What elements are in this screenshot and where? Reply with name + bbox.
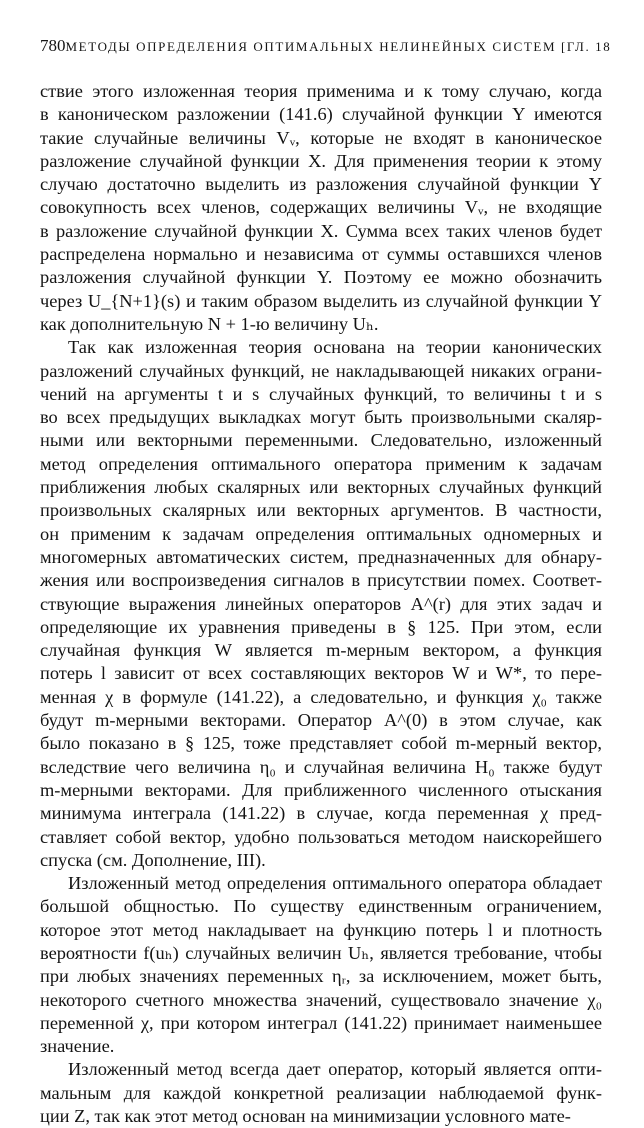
text-line: вследствие чего величина η₀ и случайная величина H₀ также будут	[40, 756, 602, 777]
text-line: мальным для каждой конкретной реализации наблюдаемой функ-	[40, 1082, 602, 1103]
text-line: Так как изложенная теория основана на теории канонических	[68, 337, 602, 358]
text-line: через U_{N+1}(s) и таким образом выделить из случайной функции Y	[40, 290, 602, 311]
paragraph	[40, 80, 602, 336]
text-line: минимума интеграла (141.22) в случае, когда переменная χ пред-	[40, 803, 602, 824]
paragraph	[40, 872, 602, 1058]
body-text	[40, 80, 602, 1128]
text-line: ставляет собой вектор, удобно пользоваться методом наискорейшего	[40, 826, 602, 847]
page-number: 780	[40, 36, 66, 55]
book-page	[40, 36, 612, 1128]
text-line: приближения любых скалярных или векторных случайных функций	[40, 477, 602, 498]
text-line: при любых значениях переменных ηᵣ, за исключением, может быть,	[40, 966, 602, 987]
text-line: переменной χ, при котором интеграл (141.22) принимает наименьшее	[40, 1012, 602, 1033]
text-line: совокупность всех членов, содержащих величины Vᵥ, не входящие	[40, 197, 602, 218]
text-line: некоторого счетного множества значений, существовало значение χ₀	[40, 989, 602, 1010]
text-line: ными или векторными переменными. Следовательно, изложенный	[40, 430, 602, 451]
text-line: разложение случайной функции X. Для применения теории к этому	[40, 150, 602, 171]
text-line: менная χ в формуле (141.22), а следовательно, и функция χ₀ также	[40, 686, 602, 707]
text-line: он применим к задачам определения оптимальных одномерных и	[40, 523, 602, 544]
text-line: разложения случайной функции Y. Поэтому ее можно обозначить	[40, 267, 602, 288]
text-line: m-мерными векторами. Для приближенного численного отыскания	[40, 779, 602, 800]
text-line: случаю достаточно выделить из разложения случайной функции Y	[40, 174, 602, 195]
text-line: случайная функция W является m-мерным вектором, а функция	[40, 640, 602, 661]
text-line: которое этот метод накладывает на функцию потерь l и плотность	[40, 919, 602, 940]
text-line: значение.	[40, 1036, 115, 1057]
paragraph	[40, 1058, 602, 1128]
text-line: ствие этого изложенная теория применима и к тому случаю, когда	[40, 81, 602, 101]
text-line: будут m-мерными векторами. Оператор A^(0) в этом случае, как	[40, 710, 602, 731]
text-line: спуска (см. Дополнение, III).	[40, 849, 266, 870]
text-line: определяющие их уравнения приведены в § 125. При этом, если	[40, 616, 602, 637]
text-line: чений на аргументы t и s случайных функций, то величины t и s	[40, 383, 602, 404]
text-line: в каноническом разложении (141.6) случайной функции Y имеются	[40, 104, 602, 125]
text-line: Изложенный метод определения оптимального оператора обладает	[68, 873, 602, 894]
text-line: большой общностью. По существу единственным ограничением,	[40, 896, 602, 917]
text-line: распределена нормально и независима от суммы оставшихся членов	[40, 244, 602, 265]
text-line: в разложение случайной функции X. Сумма всех таких членов будет	[40, 220, 602, 241]
text-line: во всех предыдущих выкладках могут быть произвольными скаляр-	[40, 407, 602, 428]
text-line: ции Z, так как этот метод основан на минимизации условного мате-	[40, 1106, 571, 1127]
text-line: произвольных скалярных или векторных аргументов. В частности,	[40, 500, 602, 521]
text-line: многомерных автоматических систем, предназначенных для обнару-	[40, 546, 602, 567]
running-head	[40, 36, 612, 66]
running-title: МЕТОДЫ ОПРЕДЕЛЕНИЯ ОПТИМАЛЬНЫХ НЕЛИНЕЙНЫХ СИСТЕМ [ГЛ. 18	[65, 39, 612, 54]
text-line: такие случайные величины Vᵥ, которые не входят в каноническое	[40, 127, 602, 148]
text-line: метод определения оптимального оператора применим к задачам	[40, 453, 602, 474]
text-line: Изложенный метод всегда дает оператор, который является опти-	[68, 1059, 602, 1080]
text-line: ствующие выражения линейных операторов A^(r) для этих задач и	[40, 593, 602, 614]
text-line: как дополнительную N + 1-ю величину Uₕ.	[40, 313, 379, 334]
text-line: было показано в § 125, тоже представляет собой m-мерный вектор,	[40, 733, 602, 754]
text-line: вероятности f(uₕ) случайных величин Uₕ, является требование, чтобы	[40, 942, 602, 963]
text-line: разложений случайных функций, не накладывающей никаких ограни-	[40, 360, 602, 381]
text-line: жения или воспроизведения сигналов в присутствии помех. Соответ-	[40, 570, 602, 591]
paragraph	[40, 336, 602, 872]
text-line: потерь l зависит от всех составляющих векторов W и W*, то пере-	[40, 663, 602, 684]
